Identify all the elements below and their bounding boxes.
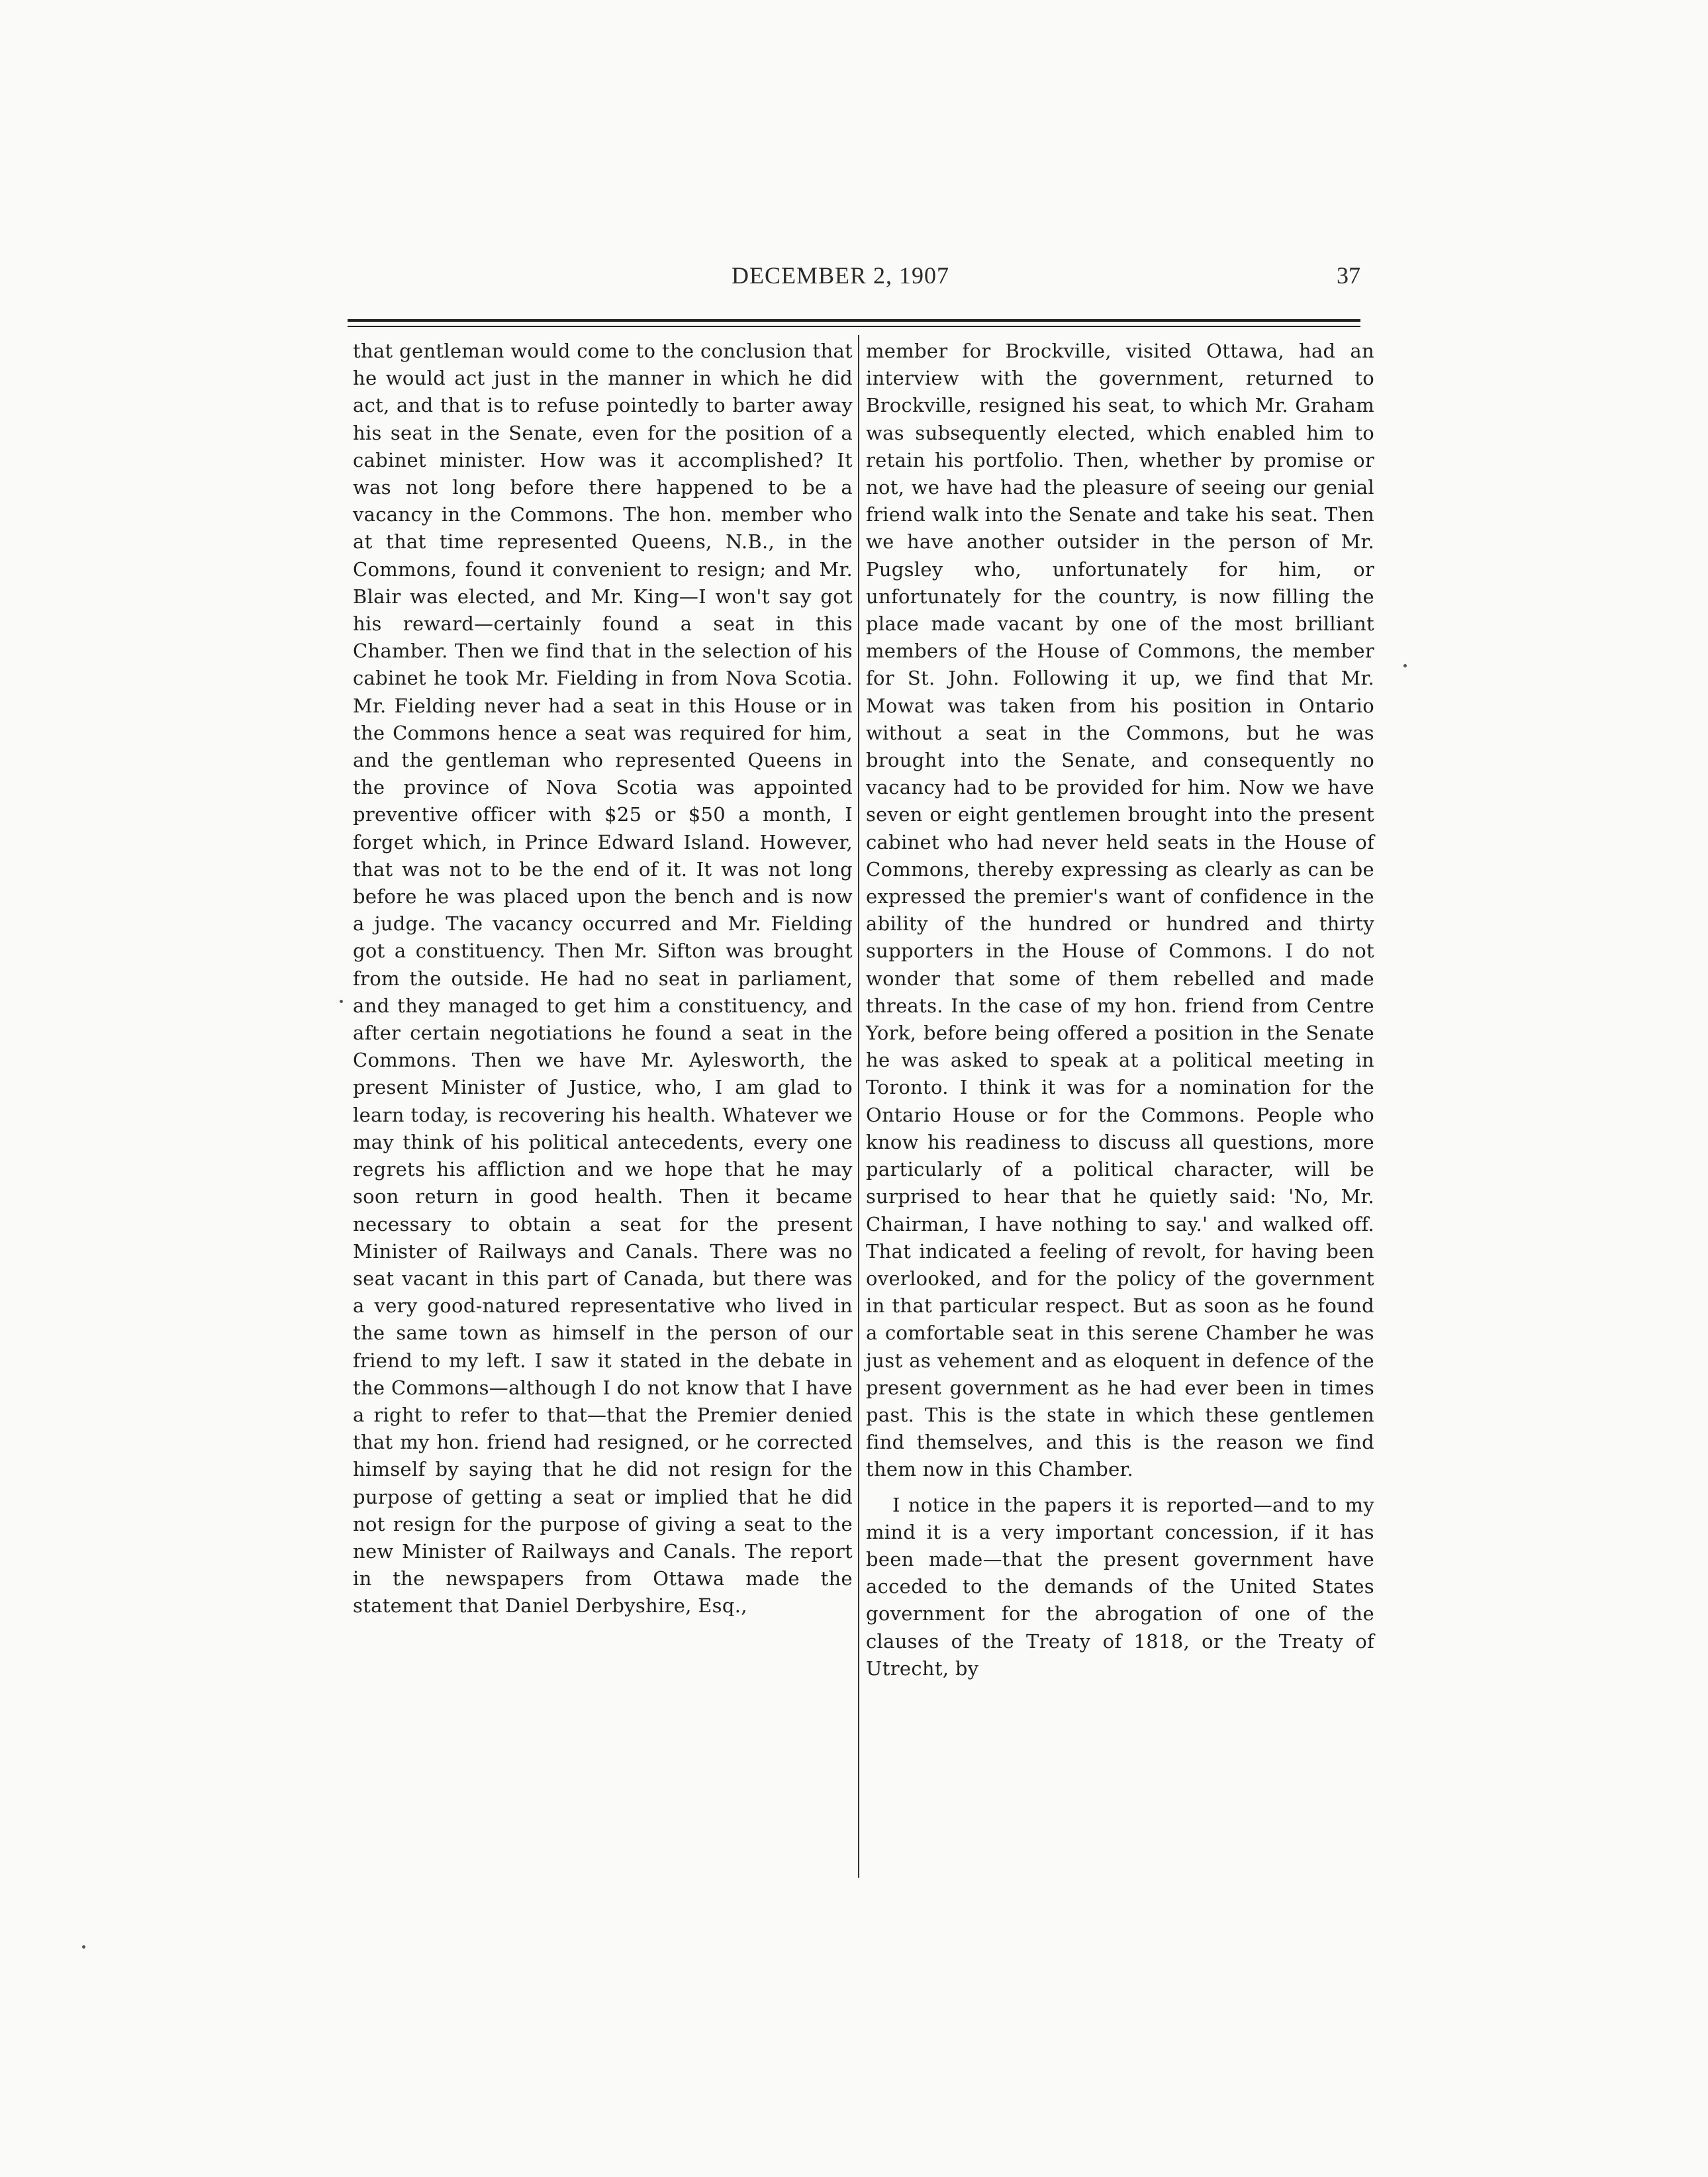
page-number: 37: [1337, 262, 1360, 289]
scan-speck: [340, 1000, 343, 1003]
header-rule-thin: [348, 326, 1360, 327]
page-date: DECEMBER 2, 1907: [732, 262, 950, 289]
left-paragraph-1: that gentleman would come to the conclusion that he would act just in the manner in which he did act, and that is to refuse pointedly to barter away his seat in the Senate, even for the position of a cabinet minister. How was it accomplished? It was not long before there happened to be a vacancy in the Commons. The hon. member who at that time represented Queens, N.B., in the Commons, found it convenient to resign; and Mr. Blair was elected, and Mr. King—I won't say got his reward—certainly found a seat in this Chamber. Then we find that in the selection of his cabinet he took Mr. Fielding in from Nova Scotia. Mr. Fielding never had a seat in this House or in the Commons hence a seat was required for him, and the gentleman who represented Queens in the province of Nova Scotia was appointed preventive officer with $25 or $50 a month, I forget which, in Prince Edward Island. However, that was not to be the end of it. It was not long before he was placed upon the bench and is now a judge. The vacancy occurred and Mr. Fielding got a constituency. Then Mr. Sifton was brought from the outside. He had no seat in parliament, and they managed to get him a constituency, and after certain negotiations he found a seat in the Commons. Then we have Mr. Aylesworth, the present Minister of Justice, who, I am glad to learn today, is recovering his health. Whatever we may think of his political antecedents, every one regrets his affliction and we hope that he may soon return in good health. Then it became necessary to obtain a seat for the present Minister of Railways and Canals. There was no seat vacant in this part of Canada, but there was a very good-natured representative who lived in the same town as himself in the person of our friend to my left. I saw it stated in the debate in the Commons—although I do not know that I have a right to refer to that—that the Premier denied that my hon. friend had resigned, or he corrected himself by saying that he did not resign for the purpose of getting a seat or implied that he did not resign for the purpose of giving a seat to the new Minister of Railways and Canals. The report in the newspapers from Ottawa made the statement that Daniel Derbyshire, Esq.,: [353, 340, 853, 1618]
column-divider: [858, 335, 859, 1878]
right-paragraph-1: member for Brockville, visited Ottawa, had an interview with the government, returned to Brockville, resigned his seat, to which Mr. Graham was subsequently elected, which enabled him to retain his portfolio. Then, whether by promise or not, we have had the pleasure of seeing our genial friend walk into the Senate and take his seat. Then we have another outsider in the person of Mr. Pugsley who, unfortunately for him, or unfortunately for the country, is now filling the place made vacant by one of the most brilliant members of the House of Commons, the member for St. John. Following it up, we find that Mr. Mowat was taken from his position in Ontario without a seat in the Commons, but he was brought into the Senate, and consequently no vacancy had to be provided for him. Now we have seven or eight gentlemen brought into the present cabinet who had never held seats in the House of Commons, thereby expressing as clearly as can be expressed the premier's want of confidence in the ability of the hundred or hundred and thirty supporters in the House of Commons. I do not wonder that some of them rebelled and made threats. In the case of my hon. friend from Centre York, before being offered a position in the Senate he was asked to speak at a political meeting in Toronto. I think it was for a nomination for the Ontario House or for the Commons. People who know his readiness to discuss all questions, more particularly of a political character, will be surprised to hear that he quietly said: 'No, Mr. Chairman, I have nothing to say.' and walked off. That indicated a feeling of revolt, for having been overlooked, and for the policy of the government in that particular respect. But as soon as he found a comfortable seat in this serene Chamber he was just as vehement and as eloquent in defence of the present government as he had ever been in times past. This is the state in which these gentlemen find themselves, and this is the reason we find them now in this Chamber.: [866, 340, 1374, 1481]
scan-speck: [1403, 664, 1407, 667]
right-column: [866, 338, 1374, 1682]
header-rule-thick: [348, 319, 1360, 322]
right-paragraph-2: I notice in the papers it is reported—and to my mind it is a very important concession, if it has been made—that the present government have acceded to the demands of the United States government for the abrogation of one of the clauses of the Treaty of 1818, or the Treaty of Utrecht, by: [866, 1493, 1374, 1680]
page-header: [348, 262, 1360, 301]
scan-speck: [82, 1945, 85, 1949]
left-column: [353, 338, 853, 1620]
